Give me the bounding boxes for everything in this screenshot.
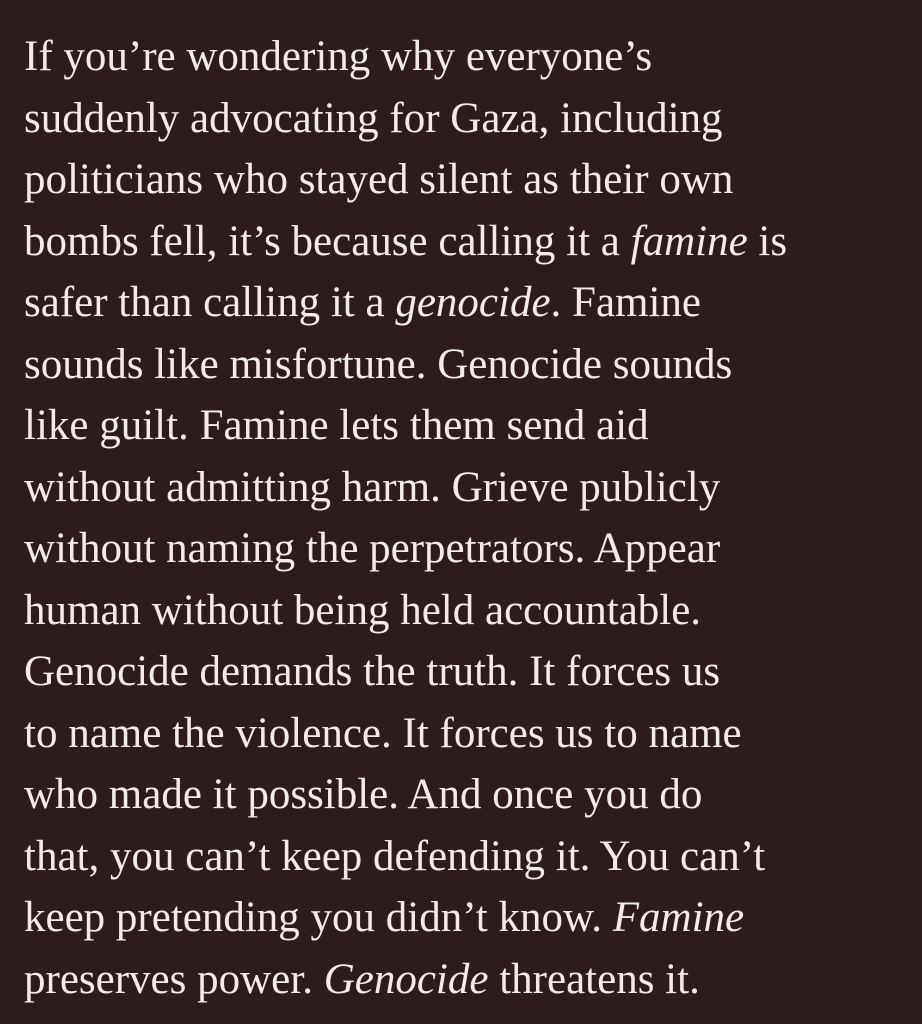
- text-line: [24, 395, 902, 457]
- text-line: [24, 149, 902, 211]
- text-line: [24, 641, 902, 703]
- text-run: bombs fell, it’s because calling it a: [24, 217, 631, 265]
- text-run: If you’re wondering why everyone’s: [24, 33, 653, 80]
- text-run: threatens it.: [488, 955, 700, 1003]
- text-line: [24, 457, 902, 519]
- italic-word-genocide: genocide: [395, 279, 551, 326]
- text-run: human without being held accountable.: [24, 586, 702, 634]
- text-line: [24, 826, 902, 888]
- text-line: [24, 887, 902, 949]
- text-run: keep pretending you didn’t know.: [24, 894, 613, 941]
- text-run: politicians who stayed silent as their own: [24, 156, 734, 203]
- text-run: safer than calling it a: [24, 279, 396, 326]
- text-line: [24, 272, 902, 334]
- text-run: preserves power.: [24, 955, 324, 1003]
- text-line: [24, 518, 902, 580]
- text-line: [24, 949, 902, 1011]
- text-run: without admitting harm. Grieve publicly: [24, 463, 721, 511]
- text-line: [24, 88, 902, 150]
- text-line: [24, 211, 902, 273]
- text-run: that, you can’t keep defending it. You can’t: [24, 832, 766, 880]
- quote-text: [24, 26, 902, 1010]
- text-run: . Famine: [550, 279, 702, 326]
- text-run: sounds like misfortune. Genocide sounds: [24, 340, 733, 388]
- text-line: [24, 580, 902, 642]
- text-line: [24, 703, 902, 765]
- text-run: Genocide demands the truth. It forces us: [24, 648, 721, 695]
- text-run: without naming the perpetrators. Appear: [24, 525, 721, 572]
- text-run: who made it possible. And once you do: [24, 771, 703, 818]
- italic-word-famine: Famine: [612, 894, 745, 941]
- text-run: suddenly advocating for Gaza, including: [24, 94, 723, 142]
- text-run: like guilt. Famine lets them send aid: [24, 402, 649, 449]
- text-line: [24, 334, 902, 396]
- italic-word-genocide: Genocide: [323, 955, 489, 1003]
- text-run: to name the violence. It forces us to name: [24, 709, 742, 757]
- text-line: [24, 764, 902, 826]
- italic-word-famine: famine: [630, 217, 748, 265]
- text-line: [24, 26, 902, 88]
- text-run: is: [747, 217, 788, 265]
